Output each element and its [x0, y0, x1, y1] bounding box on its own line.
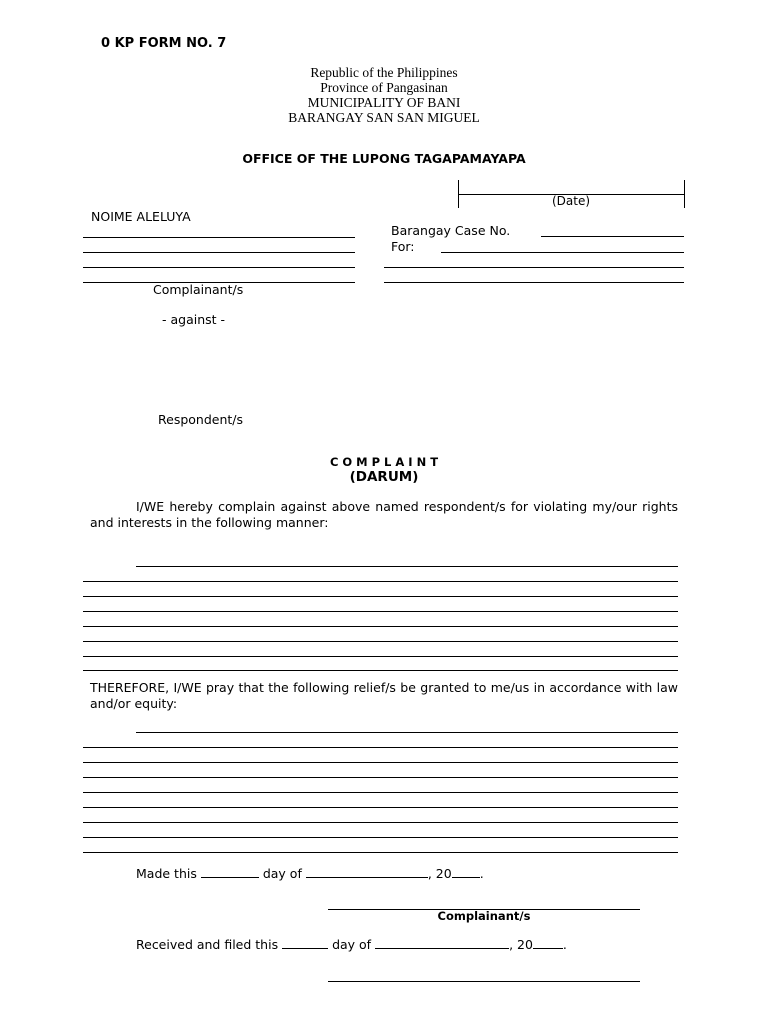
header-barangay: BARANGAY SAN SAN MIGUEL — [288, 110, 480, 125]
complaint-line-3[interactable] — [83, 596, 678, 597]
complaint-line-1[interactable] — [136, 566, 678, 567]
complainants-label: Complainant/s — [153, 282, 244, 297]
relief-line-4[interactable] — [83, 777, 678, 778]
made-this-prefix: Made this — [136, 866, 197, 881]
made-month-field[interactable] — [306, 866, 428, 878]
date-field-right-tick — [684, 180, 685, 208]
complaint-paragraph-text: I/WE hereby complain against above named respondent/s for violating my/our rights and interests in the following manner: — [90, 499, 678, 530]
relief-line-6[interactable] — [83, 807, 678, 808]
received-end: . — [562, 937, 567, 952]
complaint-line-7[interactable] — [83, 656, 678, 657]
received-line — [136, 937, 567, 952]
relief-line-5[interactable] — [83, 792, 678, 793]
received-day-field[interactable] — [282, 937, 328, 949]
for-label: For: — [391, 239, 415, 254]
relief-line-2[interactable] — [83, 747, 678, 748]
relief-paragraph: THEREFORE, I/WE pray that the following relief/s be granted to me/us in accordance with law and/or equity: — [90, 680, 678, 711]
for-field-line-2[interactable] — [384, 267, 684, 268]
header-republic: Republic of the Philippines — [310, 65, 458, 80]
complaint-title: C O M P L A I N T — [329, 455, 439, 469]
made-this-line — [136, 866, 484, 881]
made-year-field[interactable] — [452, 866, 480, 878]
against-label: - against - — [162, 312, 226, 327]
complaint-line-4[interactable] — [83, 611, 678, 612]
received-year-field[interactable] — [533, 937, 563, 949]
received-prefix: Received and filed this — [136, 937, 279, 952]
received-year-prefix: , 20 — [509, 937, 533, 952]
relief-line-9[interactable] — [83, 852, 678, 853]
made-day-field[interactable] — [201, 866, 259, 878]
complaint-subtitle: (DARUM) — [349, 469, 419, 485]
case-no-label: Barangay Case No. — [391, 223, 511, 238]
complaint-line-5[interactable] — [83, 626, 678, 627]
case-no-field[interactable] — [541, 236, 684, 237]
header-municipality: MUNICIPALITY OF BANI — [307, 95, 461, 110]
office-title: OFFICE OF THE LUPONG TAGAPAMAYAPA — [242, 151, 526, 166]
made-year-prefix: , 20 — [427, 866, 452, 881]
complaint-line-6[interactable] — [83, 641, 678, 642]
for-field-line-1[interactable] — [441, 252, 684, 253]
government-header — [234, 65, 534, 125]
complainant-line-1[interactable] — [83, 237, 355, 238]
received-day-of-label: day of — [332, 937, 372, 952]
made-end: . — [479, 866, 484, 881]
complaint-line-2[interactable] — [83, 581, 678, 582]
receiver-signature-line[interactable] — [328, 981, 640, 982]
date-label: (Date) — [551, 194, 591, 208]
received-month-field[interactable] — [375, 937, 509, 949]
made-day-of-label: day of — [262, 866, 302, 881]
complainant-line-3[interactable] — [83, 267, 355, 268]
relief-line-7[interactable] — [83, 822, 678, 823]
respondents-label: Respondent/s — [158, 412, 244, 427]
complainant-line-2[interactable] — [83, 252, 355, 253]
relief-line-3[interactable] — [83, 762, 678, 763]
header-province: Province of Pangasinan — [320, 80, 448, 95]
signature-label: Complainant/s — [437, 909, 531, 923]
complaint-paragraph — [90, 499, 678, 531]
relief-line-1[interactable] — [136, 732, 678, 733]
complaint-line-8[interactable] — [83, 670, 678, 671]
form-number: 0 KP FORM NO. 7 — [101, 36, 227, 51]
for-field-line-3[interactable] — [384, 282, 684, 283]
relief-line-8[interactable] — [83, 837, 678, 838]
complainant-name: NOIME ALELUYA — [91, 209, 191, 224]
